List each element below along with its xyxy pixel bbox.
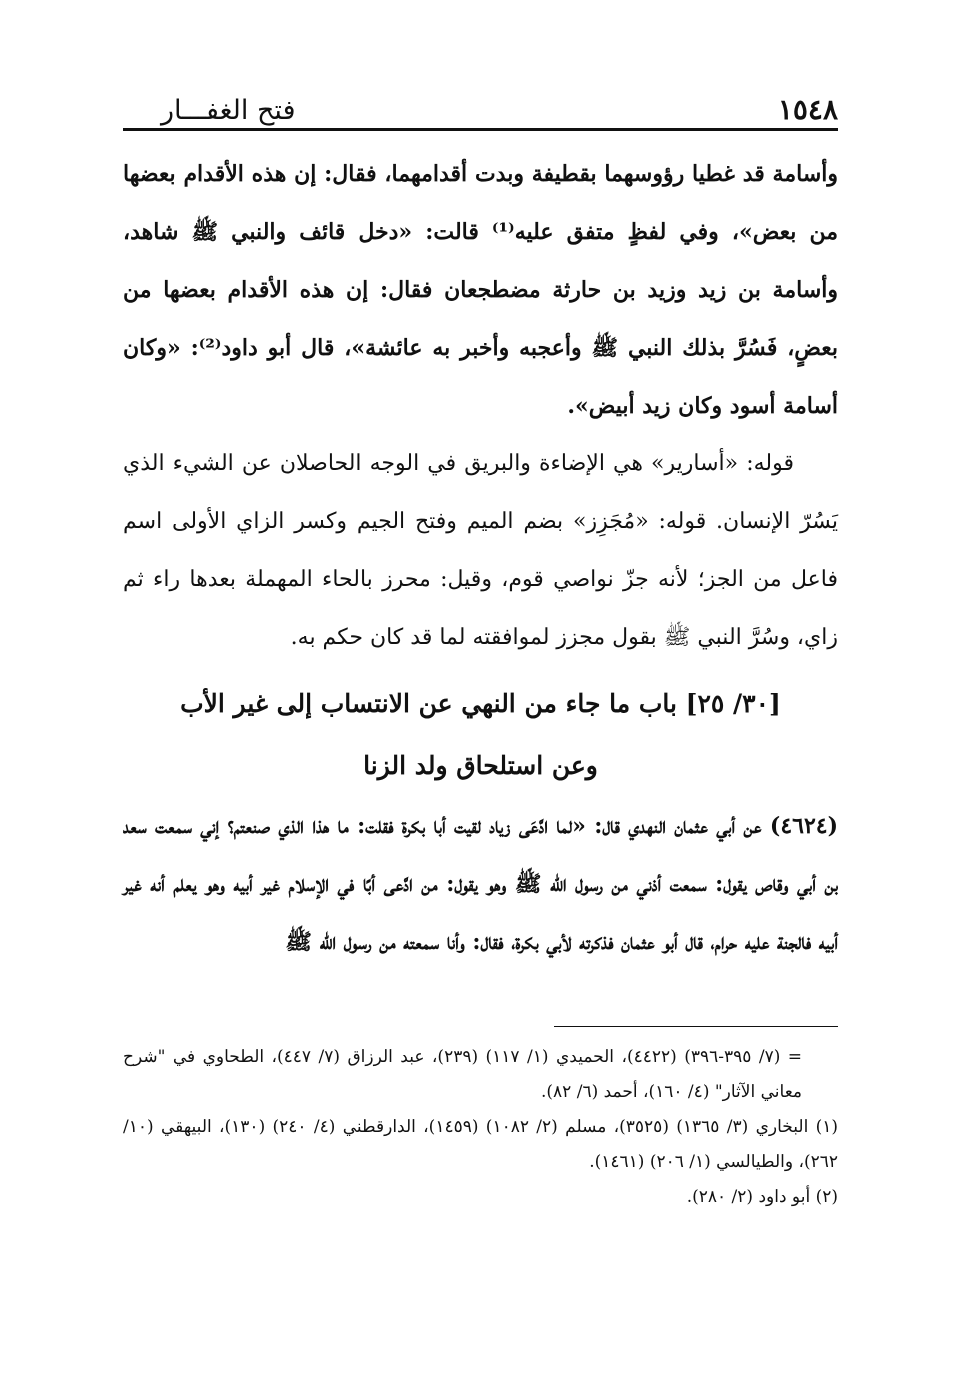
paragraph-hadith-4624: (٤٦٢٤) عن أبي عثمان النهدي قال: «لما ادَّعَى زياد لقيت أبا بكرة فقلت: ما هذا الذي صنعتم؟ إني سمعت سعد بن أبي وقاص يقول: سمعت أذني من رسول الله ﷺ وهو يقول: من ادَّعى أبًا في الإسلام غير أبيه وهو يعلم أنه غير أبيه فالجنة عليه حرام، قال أبو عثمان فذكرته لأبي بكرة، فقال: وأنا سمعته من رسول الله ﷺ <box>123 813 838 955</box>
running-title: فتح الغفـــار <box>161 95 296 126</box>
footnote-separator <box>554 1026 838 1027</box>
footnote-continuation: = (٧/ ٣٩٥-٣٩٦) (٤٤٢٢)، الحميدي (١/ ١١٧) (٢٣٩)، عبد الرزاق (٧/ ٤٤٧)، الطحاوي في "شرح معاني الآثار" (٤/ ١٦٠)، أحمد (٦/ ٨٢). <box>123 1047 803 1102</box>
chapter-heading-line1: [٣٠/ ٢٥] باب ما جاء من النهي عن الانتساب إلى غير الأب <box>180 689 781 718</box>
main-text <box>123 145 838 971</box>
chapter-heading-line2: وعن استلحاق ولد الزنا <box>363 751 598 780</box>
footnote-2: (٢) أبو داود (٢/ ٢٨٠). <box>686 1187 838 1207</box>
footnote-1: (١) البخاري (٣/ ١٣٦٥) (٣٥٢٥)، مسلم (٢/ ١٠٨٢) (١٤٥٩)، الدارقطني (٤/ ٢٤٠) (١٣٠)، البيهقي (١٠/ ٢٦٢)، والطيالسي (١/ ٢٠٦) (١٤٦١). <box>123 1117 839 1172</box>
footnotes <box>123 1040 838 1215</box>
paragraph-commentary: قوله: «أسارير» هي الإضاءة والبريق في الوجه الحاصلان عن الشيء الذي يَسُرّ الإنسان. قوله: «مُجَزِز» بضم الميم وفتح الجيم وكسر الزاي الأولى اسم فاعل من الجز؛ لأنه جزّ نواصي قوم، وقيل: محرز بالحاء المهملة بعدها راء ثم زاي، وسُرَّ النبي ﷺ بقول مجزز لموافقته لما قد كان حكم به. <box>123 451 838 650</box>
paragraph-hadith-continuation: وأسامة قد غطيا رؤوسهما بقطيفة وبدت أقدامهما، فقال: إن هذه الأقدام بعضها من بعض»، وفي لفظٍ متفق عليه⁽¹⁾ قالت: «دخل قائف والنبي ﷺ شاهد، وأسامة بن زيد وزيد بن حارثة مضطجعان فقال: إن هذه الأقدام بعضها من بعضٍ، فَسُرَّ بذلك النبي ﷺ وأعجبه وأخبر به عائشة»، قال أبو داود⁽²⁾: «وكان أسامة أسود وكان زيد أبيض». <box>123 161 838 419</box>
page-header <box>123 84 838 131</box>
page-number: ١٥٤٨ <box>777 93 838 126</box>
